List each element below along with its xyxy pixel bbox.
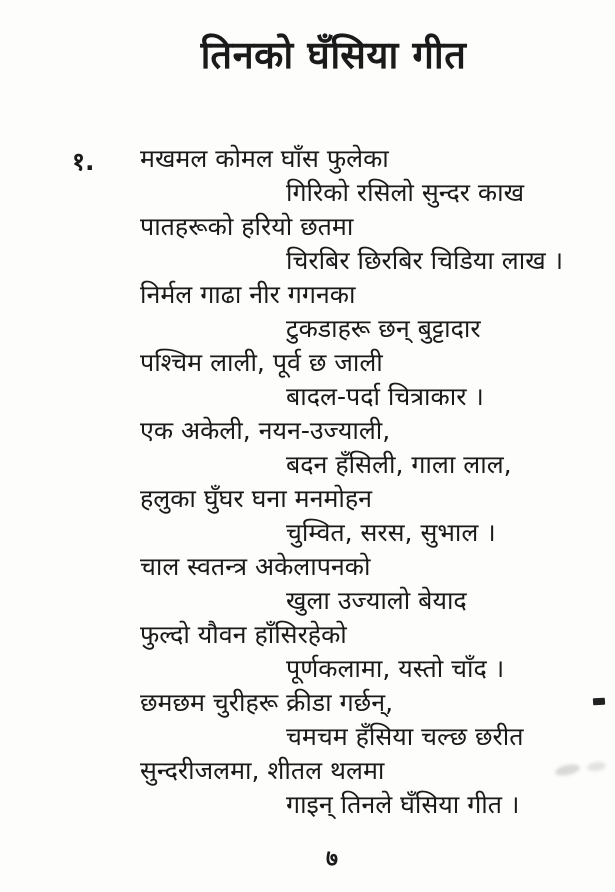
page-number: ७ (326, 846, 338, 872)
poem-line: खुला उज्यालो बेयाद (286, 586, 467, 615)
poem-line: निर्मल गाढा नीर गगनका (140, 280, 356, 309)
poem-line: बदन हँसिली, गाला लाल, (286, 450, 512, 479)
poem-line: गाइन् तिनले घँसिया गीत । (286, 790, 520, 819)
poem-line: मखमल कोमल घाँस फुलेका (140, 144, 389, 173)
poem-line: चिरबिर छिरबिर चिडिया लाख । (286, 246, 564, 275)
poem-line: एक अकेली, नयन-उज्याली, (140, 416, 391, 445)
poem-line: पूर्णकलामा, यस्तो चाँद । (286, 654, 505, 683)
stanza-number: १. (72, 147, 95, 176)
poem-body (140, 142, 590, 822)
poem-title: तिनको घँसिया गीत (200, 33, 467, 77)
poem-line: फुल्दो यौवन हाँसिरहेको (140, 620, 347, 649)
poem-line: सुन्दरीजलमा, शीतल थलमा (140, 756, 385, 785)
poem-line: गिरिको रसिलो सुन्दर काख (286, 178, 525, 207)
poem-line: चुम्वित, सरस, सुभाल । (286, 518, 496, 547)
poem-line: चाल स्वतन्त्र अकेलापनको (140, 552, 371, 581)
poem-line: हलुका घुँघर घना मनमोहन (140, 484, 373, 513)
poem-line: टुकडाहरू छन् बुट्टादार (286, 314, 481, 343)
scan-artifact (593, 698, 605, 706)
poem-line: पातहरूको हरियो छतमा (140, 212, 354, 241)
poem-line: पश्चिम लाली, पूर्व छ जाली (140, 348, 383, 377)
poem-line: चमचम हँसिया चल्छ छरीत (286, 722, 524, 751)
poem-line: बादल-पर्दा चित्राकार । (286, 382, 484, 411)
poem-line: छमछम चुरीहरू क्रीडा गर्छन्, (140, 688, 394, 717)
